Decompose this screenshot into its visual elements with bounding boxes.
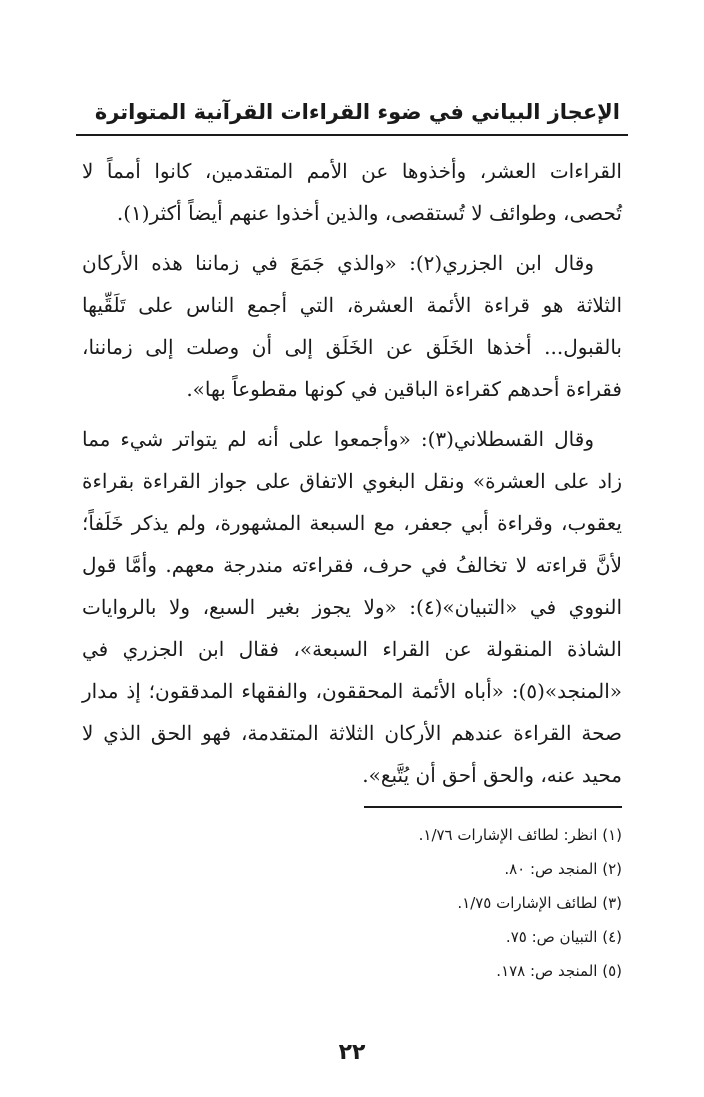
footnote-1: (١) انظر: لطائف الإشارات ١/٧٦. bbox=[418, 826, 622, 844]
footnote-2: (٢) المنجد ص: ٨٠. bbox=[504, 860, 622, 878]
footnote-5: (٥) المنجد ص: ١٧٨. bbox=[496, 962, 622, 980]
header-divider bbox=[76, 134, 628, 136]
footnote-3: (٣) لطائف الإشارات ١/٧٥. bbox=[457, 894, 622, 912]
footnote-divider bbox=[364, 806, 622, 808]
running-header-title: الإعجاز البياني في ضوء القراءات القرآنية المتواترة bbox=[94, 100, 620, 124]
paragraph-3: وقال القسطلاني(٣): «وأجمعوا على أنه لم يتواتر شيء مما زاد على العشرة» ونقل البغوي الاتفاق على جواز القراءة بقراءة يعقوب، وقراءة أبي جعفر، مع السبعة المشهورة، ولم يذكر خَلَفاً؛ لأنَّ قراءته لا تخالفُ في حرف، فقراءته مندرجة معهم. وأمَّا قول النووي في «التبيان»(٤): «ولا يجوز بغير السبع، ولا بالروايات الشاذة المنقولة عن القراء السبعة»، فقال ابن الجزري في «المنجد»(٥): «أباه الأئمة المحققون، والفقهاء المدققون؛ إذ مدار صحة القراءة عندهم الأركان الثلاثة المتقدمة، فهو الحق الذي لا محيد عنه، والحق أحق أن يُتَّبع». bbox=[82, 427, 623, 787]
paragraph-2: وقال ابن الجزري(٢): «والذي جَمَعَ في زماننا هذه الأركان الثلاثة هو قراءة الأئمة العشرة، التي أجمع الناس على تَلَقِّيها بالقبول... أخذها الخَلَق عن الخَلَق إلى أن وصلت إلى زماننا، فقراءة أحدهم كقراءة الباقين في كونها مقطوعاً بها». bbox=[82, 251, 622, 401]
footnote-4: (٤) التبيان ص: ٧٥. bbox=[505, 928, 622, 946]
paragraph-1: القراءات العشر، وأخذوها عن الأمم المتقدمين، كانوا أمماً لا تُحصى، وطوائف لا تُستقصى، والذين أخذوا عنهم أيضاً أكثر(١). bbox=[82, 159, 622, 225]
page-number: ٢٢ bbox=[338, 1040, 366, 1065]
footnotes-list bbox=[82, 818, 622, 988]
main-text bbox=[82, 150, 622, 804]
